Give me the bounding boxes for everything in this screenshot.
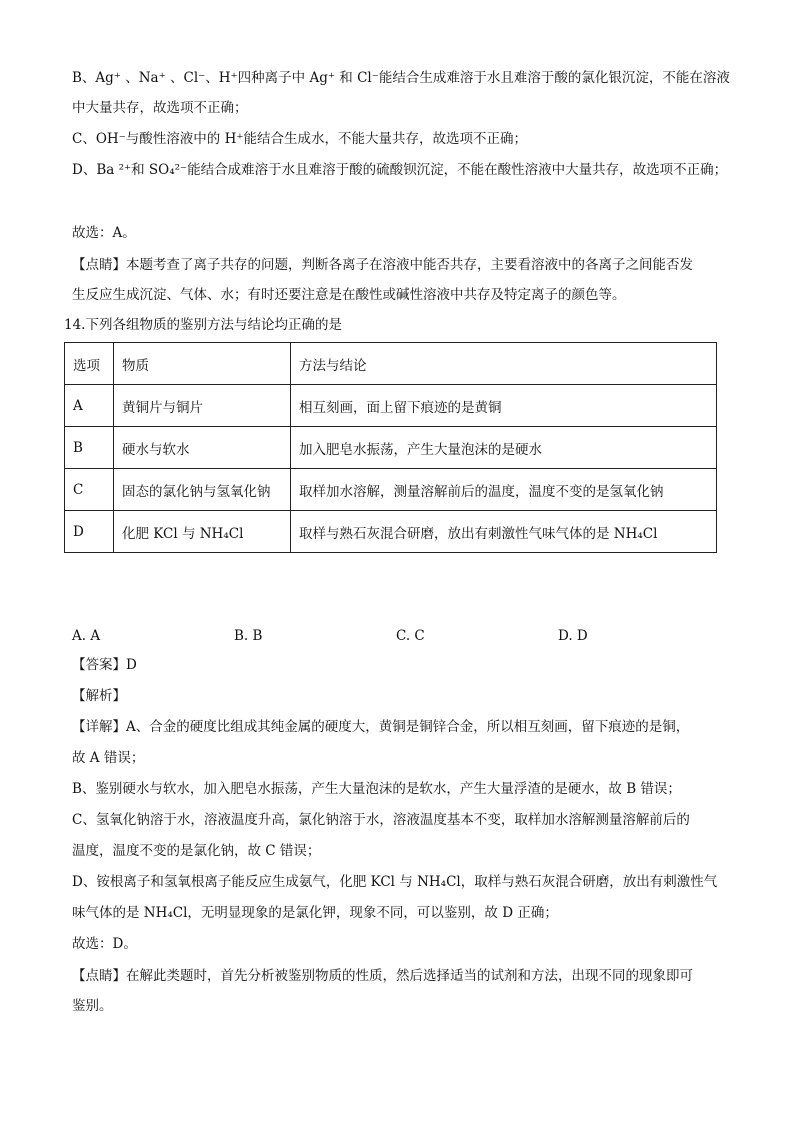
table-header: 方法与结论 [291,343,717,385]
table-cell: C [65,469,114,511]
table-cell: D [65,511,114,553]
text-line: 故选：D。 [72,936,137,952]
analysis-title: 【解析】 [72,688,126,704]
text-line: C、氢氧化钠溶于水，溶液温度升高，氯化钠溶于水，溶液温度基本不变，取样加水溶解测量溶解前后的 [72,812,690,828]
text-line: B、Ag⁺ 、Na⁺ 、Cl⁻、H⁺四种离子中 Ag⁺ 和 Cl⁻能结合生成难溶于水且难溶于酸的氯化银沉淀，不能在溶液 [72,70,730,86]
text-line: 温度，温度不变的是氯化钠，故 C 错误； [72,843,321,859]
text-line: 味气体的是 NH₄Cl，无明显现象的是氯化钾，现象不同，可以鉴别，故 D 正确； [72,905,558,921]
table-cell: 取样与熟石灰混合研磨，放出有刺激性气味气体的是 NH₄Cl [291,511,717,553]
text-line: 【详解】A、合金的硬度比组成其纯金属的硬度大，黄铜是铜锌合金，所以相互刻画，留下痕迹的是铜， [72,719,690,735]
table-cell: A [65,385,114,427]
table-row [65,427,717,469]
option-b: B. B [234,628,263,644]
note-line: 鉴别。 [72,998,113,1014]
table-cell: 相互刻画，面上留下痕迹的是黄铜 [291,385,717,427]
table-row [65,469,717,511]
table-cell: 硬水与软水 [114,427,291,469]
option-d: D. D [558,628,588,644]
note-line: 【点睛】在解此类题时，首先分析被鉴别物质的性质，然后选择适当的试剂和方法，出现不同的现象即可 [72,968,693,984]
table-cell: B [65,427,114,469]
table-cell: 加入肥皂水振荡，产生大量泡沫的是硬水 [291,427,717,469]
text-line: C、OH⁻与酸性溶液中的 H⁺能结合生成水，不能大量共存，故选项不正确； [72,131,527,147]
text-line: D、Ba ²⁺和 SO₄²⁻能结合成难溶于水且难溶于酸的硫酸钡沉淀，不能在酸性溶液中大量共存，故选项不正确； [72,162,728,178]
text-line: 故选：A。 [72,225,136,241]
text-line: 中大量共存，故选项不正确； [72,100,248,116]
option-a: A. A [72,628,101,644]
table-cell: 取样加水溶解，测量溶解前后的温度，温度不变的是氢氧化钠 [291,469,717,511]
note-line: 【点睛】本题考查了离子共存的问题，判断各离子在溶液中能否共存，主要看溶液中的各离子之间能否发 [72,257,693,273]
table-header: 物质 [114,343,291,385]
text-line: 故 A 错误； [72,750,145,766]
table-header-row [65,343,717,385]
option-c: C. C [396,628,425,644]
text-line: B、鉴别硬水与软水，加入肥皂水振荡，产生大量泡沫的是软水，产生大量浮渣的是硬水，故 B 错误； [72,781,681,797]
table-header: 选项 [65,343,114,385]
question-table [64,342,717,553]
table-row [65,385,717,427]
text-line: D、铵根离子和氢氧根离子能反应生成氨气，化肥 KCl 与 NH₄Cl，取样与熟石灰混合研磨，放出有刺激性气 [72,874,718,890]
table-cell: 黄铜片与铜片 [114,385,291,427]
table-cell: 固态的氯化钠与氢氧化钠 [114,469,291,511]
note-line: 生反应生成沉淀、气体、水；有时还要注意是在酸性或碱性溶液中共存及特定离子的颜色等。 [72,287,626,303]
table-row [65,511,717,553]
table-cell: 化肥 KCl 与 NH₄Cl [114,511,291,553]
answer-line: 【答案】D [72,657,137,673]
question-title: 14.下列各组物质的鉴别方法与结论均正确的是 [64,317,342,333]
